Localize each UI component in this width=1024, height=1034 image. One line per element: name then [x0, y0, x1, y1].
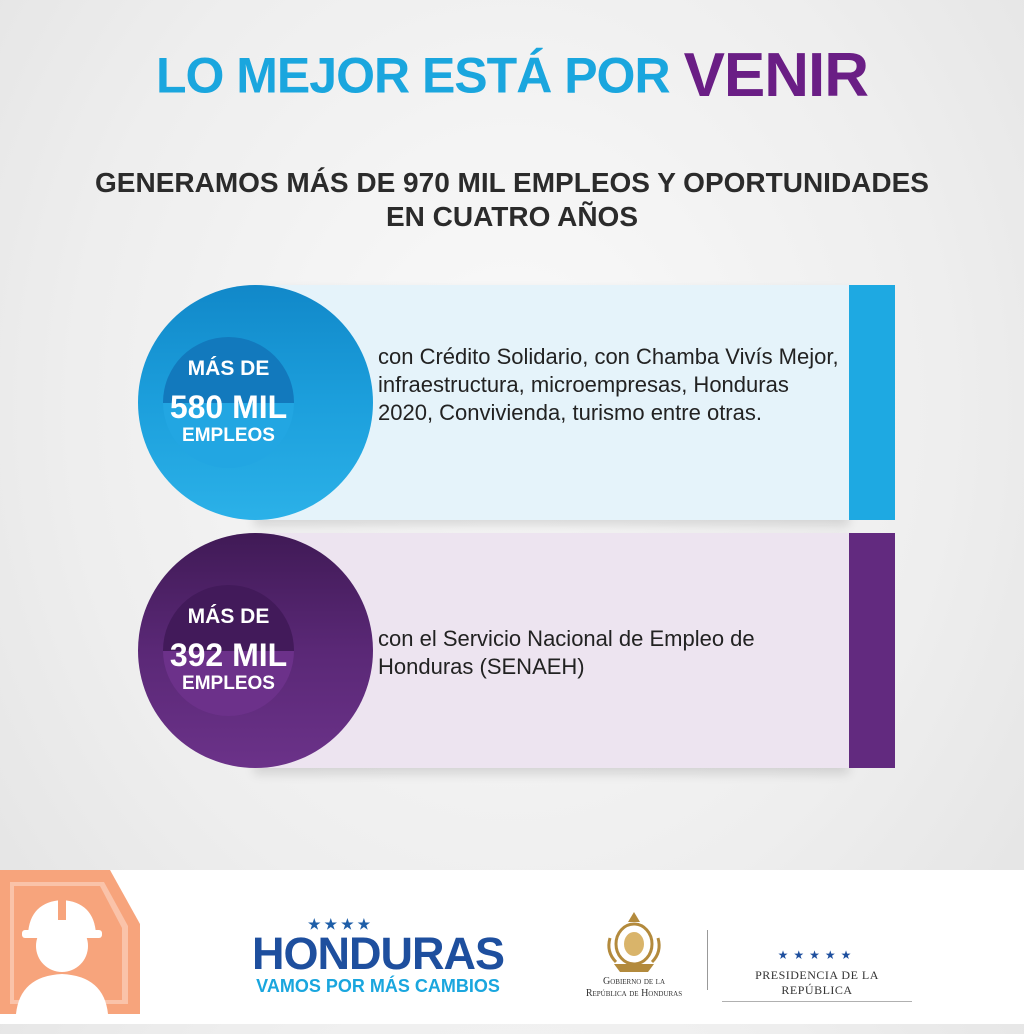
gov-line-2: República de Honduras: [585, 988, 683, 999]
stat-prefix: MÁS DE: [187, 357, 270, 380]
card-credit-programs: [150, 285, 895, 520]
brand-stars: ★★★★: [308, 916, 375, 932]
government-seal: [565, 908, 703, 1000]
card-description: con el Servicio Nacional de Empleo de Honduras (SENAEH): [378, 626, 755, 679]
stat-badge: [163, 585, 294, 716]
subtitle-line-2: EN CUATRO AÑOS: [386, 201, 638, 232]
card-accent-bar: [849, 533, 895, 768]
card-accent-bar: [849, 285, 895, 520]
stat-unit: EMPLEOS: [182, 425, 275, 446]
brand-name: HONDURAS: [251, 928, 504, 979]
card-description: con Crédito Solidario, con Chamba Vivís Mejor, infraestructura, microempresas, Honduras 2020, Convivienda, turismo entre otras.: [378, 344, 839, 425]
stat-prefix: MÁS DE: [187, 605, 270, 628]
stat-unit: EMPLEOS: [182, 673, 275, 694]
subtitle: [0, 166, 1024, 234]
main-title: [0, 40, 1024, 111]
stat-amount: 580 MIL: [169, 389, 288, 425]
card-ring: [138, 533, 373, 768]
presidency-logo: [722, 948, 912, 1002]
footer: [0, 870, 1024, 1024]
stat-amount: 392 MIL: [169, 637, 288, 673]
title-part-1: LO MEJOR ESTÁ POR: [155, 47, 670, 104]
card-ring: [138, 285, 373, 520]
honduras-brand-logo: [248, 916, 508, 996]
card-senaeh: [150, 533, 895, 768]
subtitle-line-1: GENERAMOS MÁS DE 970 MIL EMPLEOS Y OPORTUNIDADES: [95, 167, 929, 198]
presidency-text: PRESIDENCIA DE LA REPÚBLICA: [722, 968, 912, 1002]
presidency-stars: ★★★★★: [777, 948, 857, 962]
worker-helmet-icon: [0, 864, 150, 1034]
footer-divider: [707, 930, 708, 990]
title-part-2: VENIR: [683, 41, 869, 110]
coat-of-arms-icon: [604, 908, 664, 974]
gov-line-1: Gobierno de la: [603, 976, 665, 987]
brand-tagline: VAMOS POR MÁS CAMBIOS: [256, 976, 500, 996]
stat-badge: [163, 337, 294, 468]
